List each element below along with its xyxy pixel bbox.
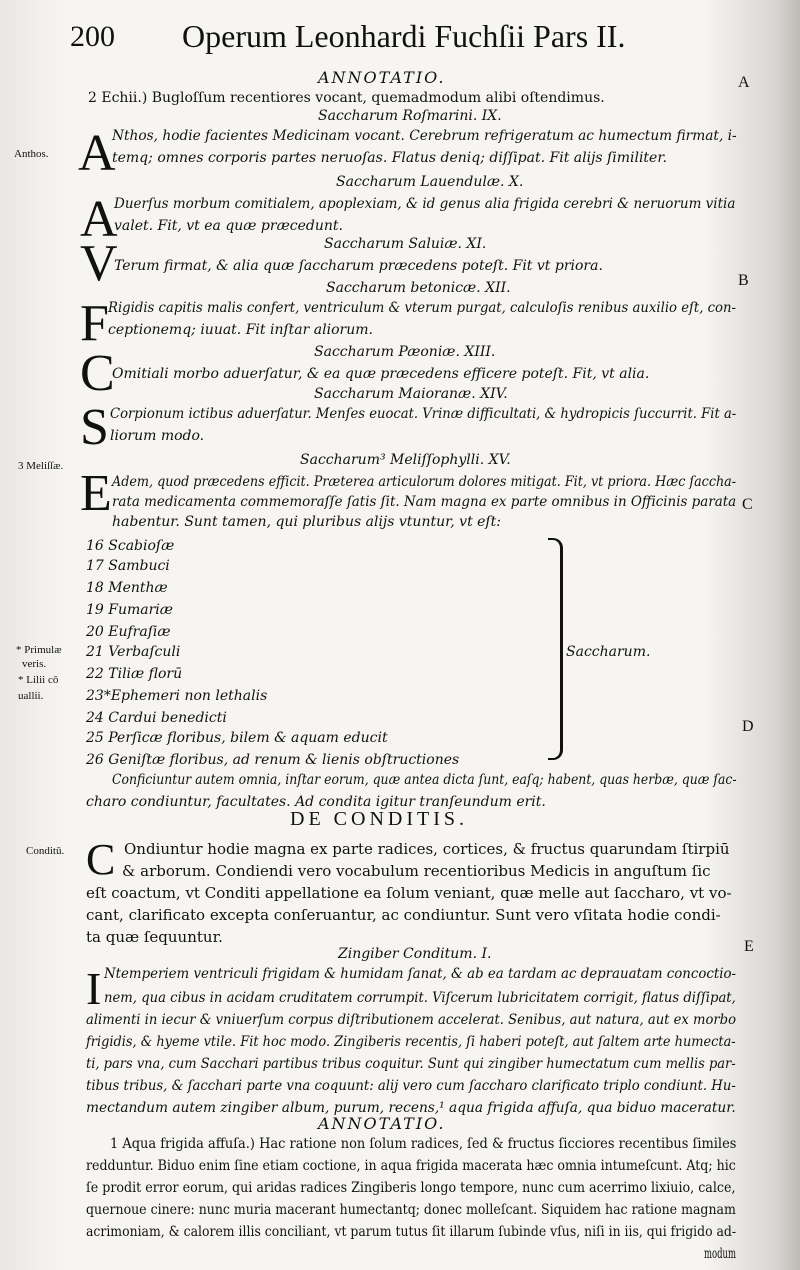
margin-note-vallii: uallii. [18,690,44,702]
list-item: 19 Fumariæ [86,602,173,618]
annotatio-heading: ANNOTATIO. [318,68,446,87]
catchword: modum [704,1246,736,1262]
annotatio-line: redduntur. Biduo enim ſine etiam coctione, in aqua frigida macerata hæc omnia intumeſcunt. Atq; hic [86,1158,736,1174]
section-title: Zingiber Conditum. I. [338,946,492,962]
section-line: ceptionemq; iuuat. Fit inſtar aliorum. [108,322,373,338]
margin-note-lilii: * Lilii cō [18,674,59,686]
margin-letter-c: C [742,496,753,513]
annotatio-line: 1 Aqua frigida affuſa.) Hac ratione non ſolum radices, ſed & fructus ſicciores recentibus ſimiles [110,1136,737,1152]
list-item: 17 Sambuci [86,558,170,574]
section-line: Nthos, hodie facientes Medicinam vocant. Cerebrum refrigeratum ac humectum firmat, i- [112,128,737,144]
list-item: 23*Ephemeri non lethalis [86,688,268,704]
drop-initial: I [86,963,102,1014]
margin-letter-b: B [738,272,749,289]
annotatio-line: acrimoniam, & calorem illis conciliant, vt parum tutus ſit illarum ſubinde vſus, niſi in iis, qui frigido ad- [86,1224,737,1240]
section-line: Corpionum ictibus aduerſatur. Menſes euocat. Vrinæ difficultati, & hydropicis ſuccurrit. Fit a- [110,406,737,422]
section-title: Saccharum Maioranæ. XIV. [314,386,508,402]
paragraph-line: Ntemperiem ventriculi frigidam & humidam ſanat, & ab ea tardam ac deprauatam concoctio- [104,966,737,982]
margin-note-conditu: Conditū. [26,845,65,857]
brace [548,538,563,760]
list-item: 22 Tiliæ florū [86,666,183,682]
annotatio-line: ſe prodit error eorum, qui aridas radices Zingiberis longo tempore, nunc cum acerrimo lixiuio, calce, [86,1180,736,1196]
section-title: Saccharum Pæoniæ. XIII. [314,344,496,360]
section-line: Rigidis capitis malis confert, ventriculum & vterum purgat, calculoſis renibus auxilio eſt, con- [108,300,736,316]
brace-label: Saccharum. [566,644,651,660]
drop-initial: A [78,125,116,182]
paragraph-line: tibus tribus, & ſacchari parte vna coquunt: alij vero cum ſaccharo clarificato triplo condiunt. Hu- [86,1078,736,1094]
paragraph-line: mectandum autem zingiber album, purum, recens,¹ aqua frigida affuſa, qua biduo maceratur. [86,1100,736,1116]
paragraph-line: ti, pars vna, cum Sacchari partibus tribus coquitur. Sunt qui zingiber humectatum cum mellis par- [86,1056,736,1072]
drop-initial: C [80,345,115,402]
section-line: valet. Fit, vt ea quæ præcedunt. [114,218,343,234]
section-title: Saccharum betonicæ. XII. [326,280,511,296]
section-title: Saccharum Saluiæ. XI. [324,236,487,252]
annotatio-note: 2 Echii.) Bugloſſum recentiores vocant, quemadmodum alibi oſtendimus. [88,90,605,106]
list-item: 21 Verbaſculi [86,644,181,660]
list-item: 26 Geniſtæ floribus, ad renum & lienis obſtructiones [86,752,460,768]
list-item: 16 Scabioſæ [86,538,175,554]
running-title: Operum Leonhardi Fuchſii Pars II. [182,18,626,54]
margin-note-melissae: 3 Meliſſæ. [18,460,64,472]
drop-initial: E [80,465,112,522]
section-title: Saccharum³ Meliſſophylli. XV. [300,452,511,468]
drop-initial: C [86,835,116,884]
section-line: Duerſus morbum comitialem, apoplexiam, & id genus alia frigida cerebri & neruorum vitia [114,196,736,212]
paragraph-line: & arborum. Condiendi vero vocabulum recentioribus Medicis in anguſtum ſic [122,862,711,880]
paragraph-line: ta quæ ſequuntur. [86,928,223,946]
section-title: Saccharum Lauendulæ. X. [336,174,524,190]
list-item: 20 Eufraſiæ [86,624,171,640]
list-item: 18 Menthæ [86,580,168,596]
list-item: 24 Cardui benedicti [86,710,227,726]
closing-line: Conficiuntur autem omnia, inſtar eorum, quæ antea dicta ſunt, eaſq; habent, quas herbæ, quæ ſac- [112,772,737,788]
paragraph-line: alimenti in iecur & vniuerſum corpus diſtributionem accelerat. Senibus, aut natura, aut ex morbo [86,1012,737,1028]
margin-note-veris: veris. [22,658,47,670]
paragraph-line: cant, clarificato excepta conſeruantur, ac condiuntur. Sunt vero vſitata hodie condi- [86,906,721,924]
section-line: rata medicamenta commemoraſſe ſatis ſit. Nam magna ex parte omnibus in Officinis parata [112,494,737,510]
page-number: 200 [70,20,115,53]
section-line: habentur. Sunt tamen, qui pluribus alijs vtuntur, vt eſt: [112,514,501,530]
paragraph-line: Ondiuntur hodie magna ex parte radices, cortices, & fructus quarundam ſtirpiū [124,840,730,858]
section-line: Terum firmat, & alia quæ ſaccharum præcedens poteſt. Fit vt priora. [114,258,603,274]
margin-letter-a: A [738,74,750,91]
drop-initial: A [80,191,118,248]
annotatio-line: quernoue cinere: nunc muria macerant humectantq; donec molleſcant. Siquidem hac ratione magnam [86,1202,736,1218]
section-line: temq; omnes corporis partes neruoſas. Flatus deniq; diſſipat. Fit alijs ſimiliter. [112,150,667,166]
section-line: Omitiali morbo aduerſatur, & ea quæ præcedens efficere poteſt. Fit, vt alia. [112,366,650,382]
paragraph-line: eſt coactum, vt Conditi appellatione ea ſolum veniant, quæ melle aut ſaccharo, vt vo- [86,884,732,902]
margin-note-primulae: * Primulæ [16,644,62,656]
drop-initial: V [80,235,118,292]
section-line: Adem, quod præcedens efficit. Præterea articulorum dolores mitigat. Fit, vt priora. Hæc ſaccha- [112,474,737,490]
drop-initial: F [80,295,109,352]
paragraph-line: nem, qua cibus in acidam cruditatem corrumpit. Viſcerum lubricitatem corrigit, flatus diſſipat, [104,990,736,1006]
chapter-heading: DE CONDITIS. [290,808,468,830]
drop-initial: S [80,399,109,456]
annotatio-heading: ANNOTATIO. [318,1114,446,1133]
section-line: liorum modo. [110,428,205,444]
paragraph-line: frigidis, & hyeme vtile. Fit hoc modo. Zingiberis recentis, ſi haberi poteſt, aut ſaltem arte humecta- [86,1034,736,1050]
margin-letter-e: E [744,938,754,955]
section-title: Saccharum Roſmarini. IX. [318,108,502,124]
closing-line: charo condiuntur, facultates. Ad condita igitur tranſeundum erit. [86,794,546,810]
margin-letter-d: D [742,718,754,735]
margin-note-anthos: Anthos. [14,148,49,160]
list-item: 25 Perſicæ floribus, bilem & aquam educit [86,730,388,746]
